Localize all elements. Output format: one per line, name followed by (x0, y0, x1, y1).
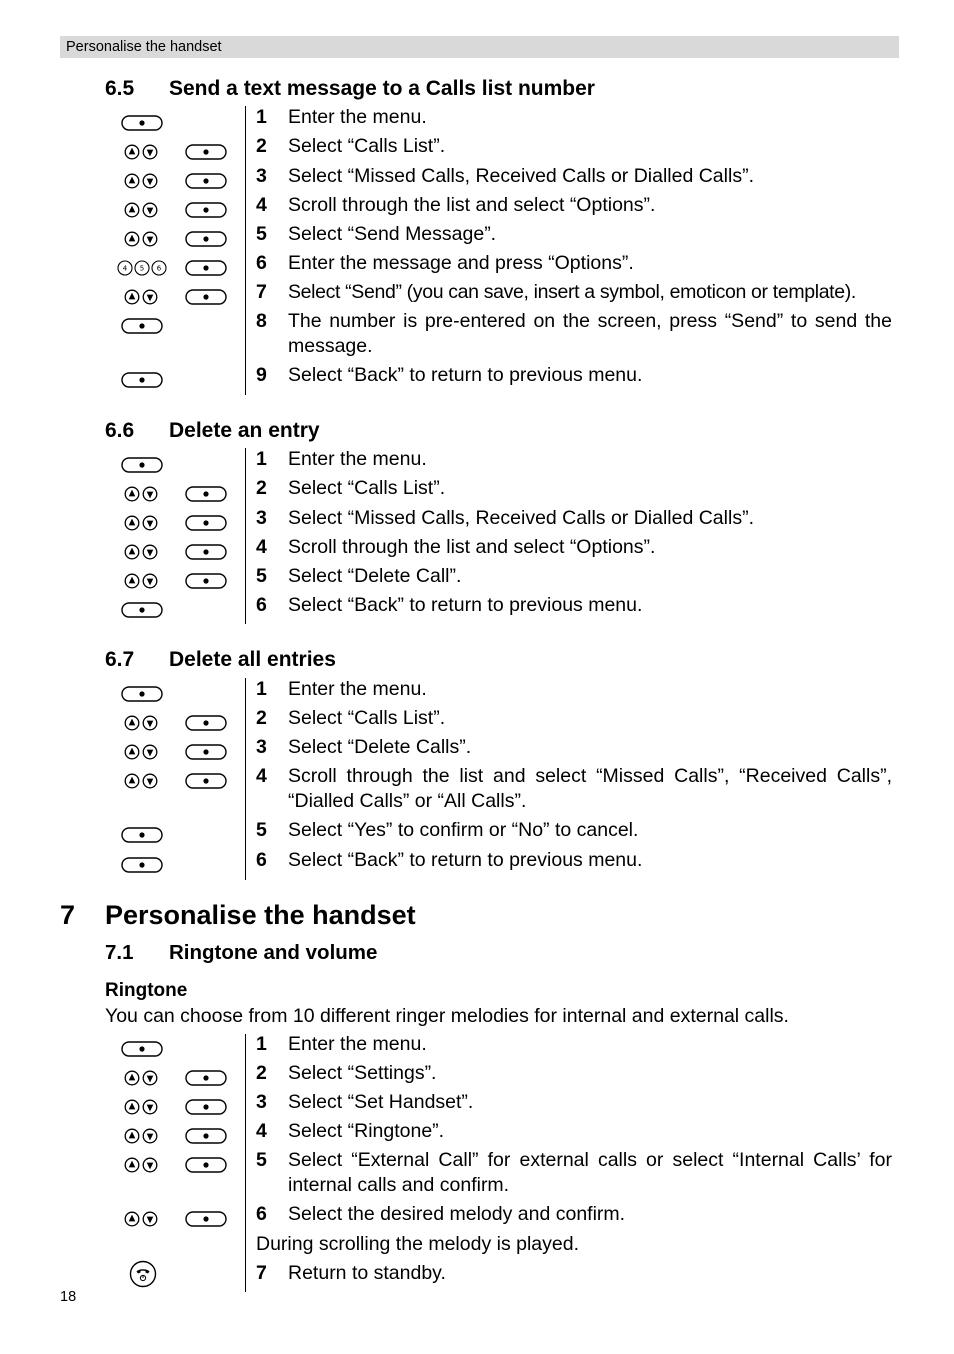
step-text: Enter the menu. (288, 678, 427, 700)
step-item (256, 564, 892, 589)
step-number: 2 (256, 1062, 267, 1084)
menu-key-icon (121, 115, 163, 131)
up-down-nav-icon (124, 1156, 160, 1174)
chapter-number: 7 (60, 900, 76, 930)
step-item (256, 164, 892, 189)
section-number: 7.1 (105, 941, 134, 964)
up-down-nav-icon (124, 743, 160, 761)
menu-key-icon (185, 544, 227, 560)
step-text: Select “Back” to return to previous menu. (288, 849, 643, 871)
section-heading-6-6 (105, 420, 320, 441)
section-heading-6-7 (105, 649, 336, 670)
section-title: Delete an entry (169, 419, 320, 442)
step-number: 8 (256, 310, 267, 332)
step-number: 7 (256, 1262, 267, 1284)
step-number: 1 (256, 678, 267, 700)
menu-key-icon (121, 457, 163, 473)
menu-key-icon (185, 515, 227, 531)
section-number: 6.7 (105, 648, 135, 671)
step-number: 2 (256, 135, 267, 157)
menu-key-icon (121, 602, 163, 618)
step-item (256, 818, 892, 843)
menu-key-icon (185, 1211, 227, 1227)
menu-key-icon (185, 144, 227, 160)
step-number: 4 (256, 194, 267, 216)
step-number: 2 (256, 477, 267, 499)
up-down-nav-icon (124, 543, 160, 561)
step-item (256, 848, 892, 873)
section-title: Send a text message to a Calls list number (169, 77, 595, 100)
step-item (256, 1261, 892, 1286)
step-divider (245, 106, 246, 395)
step-item (256, 251, 892, 276)
up-down-nav-icon (124, 1069, 160, 1087)
step-item (256, 105, 892, 130)
step-number: 1 (256, 448, 267, 470)
step-number: 3 (256, 1091, 267, 1113)
menu-key-icon (121, 372, 163, 388)
menu-key-icon (185, 1157, 227, 1173)
step-number: 4 (256, 1120, 267, 1142)
step-text: Select the desired melody and confirm. (288, 1203, 626, 1225)
menu-key-icon (185, 1070, 227, 1086)
step-number: 3 (256, 507, 267, 529)
step-text: The number is pre-entered on the screen, press “Send” to send the message. (288, 310, 892, 357)
step-number: 5 (256, 1149, 267, 1171)
subheading-ringtone: Ringtone (105, 980, 188, 1001)
page-number: 18 (60, 1289, 77, 1305)
step-number: 3 (256, 165, 267, 187)
step-item (256, 447, 892, 472)
menu-key-icon (185, 715, 227, 731)
step-item (256, 764, 892, 814)
step-number: 4 (256, 765, 267, 787)
step-item (256, 506, 892, 531)
step-text: Select “Settings”. (288, 1062, 437, 1084)
step-divider (245, 678, 246, 880)
step-number: 1 (256, 106, 267, 128)
menu-key-icon (185, 486, 227, 502)
step-item (256, 735, 892, 760)
menu-key-icon (185, 202, 227, 218)
step-divider (245, 1034, 246, 1292)
step-item (256, 222, 892, 247)
step-item (256, 280, 892, 305)
step-item (256, 476, 892, 501)
up-down-nav-icon (124, 201, 160, 219)
step-text: Select “Send” (you can save, insert a symbol, emoticon or template). (288, 281, 856, 303)
step-item (256, 1148, 892, 1198)
step-number: 1 (256, 1033, 267, 1055)
step-number: 5 (256, 565, 267, 587)
menu-key-icon (121, 318, 163, 334)
step-text: Select “Set Handset”. (288, 1091, 474, 1113)
menu-key-icon (121, 827, 163, 843)
up-down-nav-icon (124, 572, 160, 590)
menu-key-icon (185, 1099, 227, 1115)
up-down-nav-icon (124, 143, 160, 161)
step-item (256, 706, 892, 731)
running-header: Personalise the handset (60, 36, 899, 58)
step-text: Select “Delete Call”. (288, 565, 462, 587)
step-number: 6 (256, 252, 267, 274)
step-number: 5 (256, 819, 267, 841)
menu-key-icon (121, 686, 163, 702)
step-text: Enter the menu. (288, 448, 427, 470)
section-title: Ringtone and volume (169, 941, 378, 964)
up-down-nav-icon (124, 514, 160, 532)
step-item (256, 593, 892, 618)
step-item (256, 1202, 892, 1227)
step-text: Select “Yes” to confirm or “No” to cancel. (288, 819, 639, 841)
step-text: Select “Back” to return to previous menu. (288, 594, 643, 616)
step-divider (245, 448, 246, 624)
step-number: 9 (256, 364, 267, 386)
menu-key-icon (185, 573, 227, 589)
step-number: 2 (256, 707, 267, 729)
step-item (256, 363, 892, 388)
up-down-nav-icon (124, 230, 160, 248)
menu-key-icon (185, 744, 227, 760)
up-down-nav-icon (124, 172, 160, 190)
menu-key-icon (121, 1041, 163, 1057)
step-item (256, 193, 892, 218)
step-text: Select “Delete Calls”. (288, 736, 472, 758)
chapter-title: Personalise the handset (105, 900, 416, 930)
step-item (256, 535, 892, 560)
section-title: Delete all entries (169, 648, 336, 671)
step-text: Select “Back” to return to previous menu. (288, 364, 643, 386)
end-call-key-icon (129, 1260, 157, 1288)
step-text: Select “Missed Calls, Received Calls or Dialled Calls”. (288, 165, 754, 187)
up-down-nav-icon (124, 714, 160, 732)
step-text: Enter the menu. (288, 106, 427, 128)
menu-key-icon (185, 173, 227, 189)
step-number: 7 (256, 281, 267, 303)
step-number: 4 (256, 536, 267, 558)
section-number: 6.5 (105, 77, 135, 100)
menu-key-icon (185, 773, 227, 789)
up-down-nav-icon (124, 1098, 160, 1116)
step-text: Enter the message and press “Options”. (288, 252, 634, 274)
step-number: 6 (256, 849, 267, 871)
menu-key-icon (185, 260, 227, 276)
step-text: Select “Ringtone”. (288, 1120, 445, 1142)
step-text: Select “Calls List”. (288, 135, 446, 157)
menu-key-icon (185, 231, 227, 247)
step-text: Enter the menu. (288, 1033, 427, 1055)
step-item (256, 1090, 892, 1115)
menu-key-icon (185, 289, 227, 305)
up-down-nav-icon (124, 1210, 160, 1228)
section-heading-6-5 (105, 78, 595, 99)
step-number: 6 (256, 1203, 267, 1225)
up-down-nav-icon (124, 288, 160, 306)
step-text: Select “External Call” for external calls or select “Internal Calls’ for internal calls and confirm. (288, 1149, 892, 1196)
section-heading-7-1 (105, 943, 377, 964)
step-text: Scroll through the list and select “Options”. (288, 536, 656, 558)
step-text: Return to standby. (288, 1262, 446, 1284)
menu-key-icon (185, 1128, 227, 1144)
step-number: 6 (256, 594, 267, 616)
up-down-nav-icon (124, 1127, 160, 1145)
step-item (256, 1119, 892, 1144)
section-number: 6.6 (105, 419, 135, 442)
step-item (256, 134, 892, 159)
chapter-heading (60, 902, 416, 929)
step-number: 5 (256, 223, 267, 245)
menu-key-icon (121, 857, 163, 873)
step-number: 3 (256, 736, 267, 758)
alphanumeric-keys-icon (117, 259, 167, 277)
step-text: Select “Calls List”. (288, 477, 446, 499)
step-text: Select “Calls List”. (288, 707, 446, 729)
step-text: Select “Missed Calls, Received Calls or Dialled Calls”. (288, 507, 754, 529)
step-item (256, 1032, 892, 1057)
step-text: Scroll through the list and select “Missed Calls”, “Received Calls”, “Dialled Calls” or “All Calls”. (288, 765, 892, 812)
intro-paragraph: You can choose from 10 different ringer melodies for internal and external calls. (105, 1005, 789, 1027)
step-item (256, 309, 892, 359)
step-text: Select “Send Message”. (288, 223, 497, 245)
step-item (256, 1061, 892, 1086)
step-text: Scroll through the list and select “Options”. (288, 194, 656, 216)
up-down-nav-icon (124, 485, 160, 503)
melody-note: During scrolling the melody is played. (256, 1233, 579, 1255)
step-item (256, 677, 892, 702)
up-down-nav-icon (124, 772, 160, 790)
